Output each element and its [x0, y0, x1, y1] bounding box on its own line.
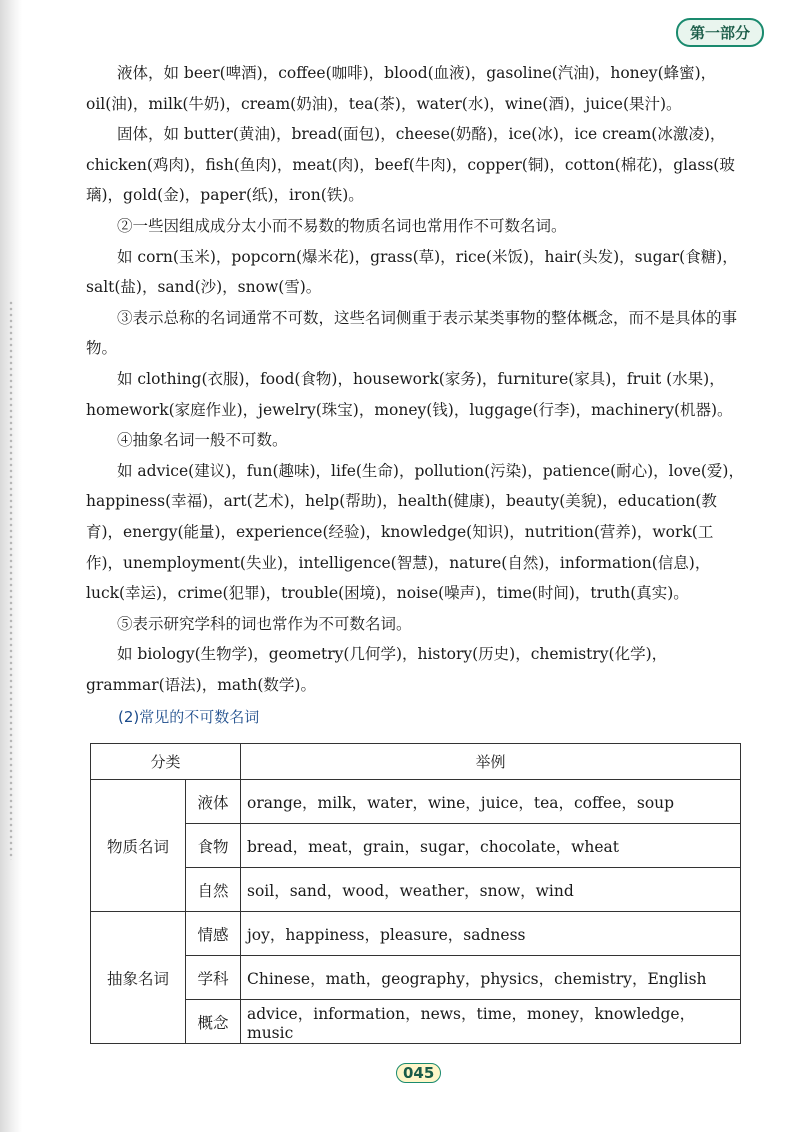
section-heading: (2)常见的不可数名词 — [118, 708, 260, 727]
subcategory-cell: 自然 — [186, 868, 241, 912]
table-row — [91, 780, 741, 824]
page-number: 045 — [396, 1063, 441, 1083]
examples-cell: Chinese，math，geography，physics，chemistry，English — [241, 956, 741, 1000]
header-category: 分类 — [91, 744, 241, 780]
paragraph-point-2: ②一些因组成成分太小而不易数的物质名词也常用作不可数名词。 — [117, 216, 567, 235]
examples-cell: orange，milk，water，wine，juice，tea，coffee，soup — [241, 780, 741, 824]
paragraph-point-5-examples: 如 biology(生物学)，geometry(几何学)，history(历史)，chemistry(化学)，grammar(语法)，math(数学)。 — [86, 645, 668, 694]
examples-cell: joy，happiness，pleasure，sadness — [241, 912, 741, 956]
examples-cell: advice，information，news，time，money，knowledge，music — [241, 1000, 741, 1044]
examples-cell: soil，sand，wood，weather，snow，wind — [241, 868, 741, 912]
body-text — [86, 58, 746, 732]
category-cell: 抽象名词 — [91, 912, 186, 1044]
paragraph-liquids: 液体，如 beer(啤酒)，coffee(咖啡)，blood(血液)，gasoline(汽油)，honey(蜂蜜)，oil(油)，milk(牛奶)，cream(奶油)，tea(茶)，water(水)，wine(酒)，juice(果汁)。 — [86, 64, 717, 113]
paragraph-point-4-examples: 如 advice(建议)，fun(趣味)，life(生命)，pollution(污染)，patience(耐心)，love(爱)，happiness(幸福)，art(艺术)，help(帮助)，health(健康)，beauty(美貌)，education(教育)，energy(能量)，experience(经验)，knowledge(知识)，nutrition(营养)，work(工作)，unemployment(失业)，intelligence(智慧)，nature(自然)，information(信息)，luck(幸运)，crime(犯罪)，trouble(困境)，noise(噪声)，time(时间)，truth(真实)。 — [86, 461, 744, 603]
table-row — [91, 956, 741, 1000]
book-spine-shadow — [0, 0, 22, 1132]
paragraph-solids: 固体，如 butter(黄油)，bread(面包)，cheese(奶酪)，ice(冰)，ice cream(冰激凌)，chicken(鸡肉)，fish(鱼肉)，meat(肉)，beef(牛肉)，copper(铜)，cotton(棉花)，glass(玻璃)，gold(金)，paper(纸)，iron(铁)。 — [86, 125, 735, 205]
subcategory-cell: 概念 — [186, 1000, 241, 1044]
paragraph-point-5: ⑤表示研究学科的词也常作为不可数名词。 — [117, 614, 412, 633]
subcategory-cell: 情感 — [186, 912, 241, 956]
table-row — [91, 868, 741, 912]
uncountable-nouns-table — [90, 743, 741, 1044]
paragraph-point-4: ④抽象名词一般不可数。 — [117, 431, 288, 450]
paragraph-point-3: ③表示总称的名词通常不可数，这些名词侧重于表示某类事物的整体概念，而不是具体的事物。 — [86, 308, 738, 358]
paragraph-point-2-examples: 如 corn(玉米)，popcorn(爆米花)，grass(草)，rice(米饭)，hair(头发)，sugar(食糖)，salt(盐)，sand(沙)，snow(雪)。 — [86, 247, 738, 297]
subcategory-cell: 学科 — [186, 956, 241, 1000]
header-examples: 举例 — [241, 744, 741, 780]
paragraph-point-3-examples: 如 clothing(衣服)，food(食物)，housework(家务)，furniture(家具)，fruit (水果)，homework(家庭作业)，jewelry(珠宝)，money(钱)，luggage(行李)，machinery(机器)。 — [86, 369, 733, 419]
examples-cell: bread，meat，grain，sugar，chocolate，wheat — [241, 824, 741, 868]
subcategory-cell: 液体 — [186, 780, 241, 824]
spine-perforation — [8, 300, 14, 860]
section-badge: 第一部分 — [676, 18, 764, 47]
table-row — [91, 912, 741, 956]
table-row — [91, 824, 741, 868]
table-header-row — [91, 744, 741, 780]
subcategory-cell: 食物 — [186, 824, 241, 868]
category-cell: 物质名词 — [91, 780, 186, 912]
table-row — [91, 1000, 741, 1044]
